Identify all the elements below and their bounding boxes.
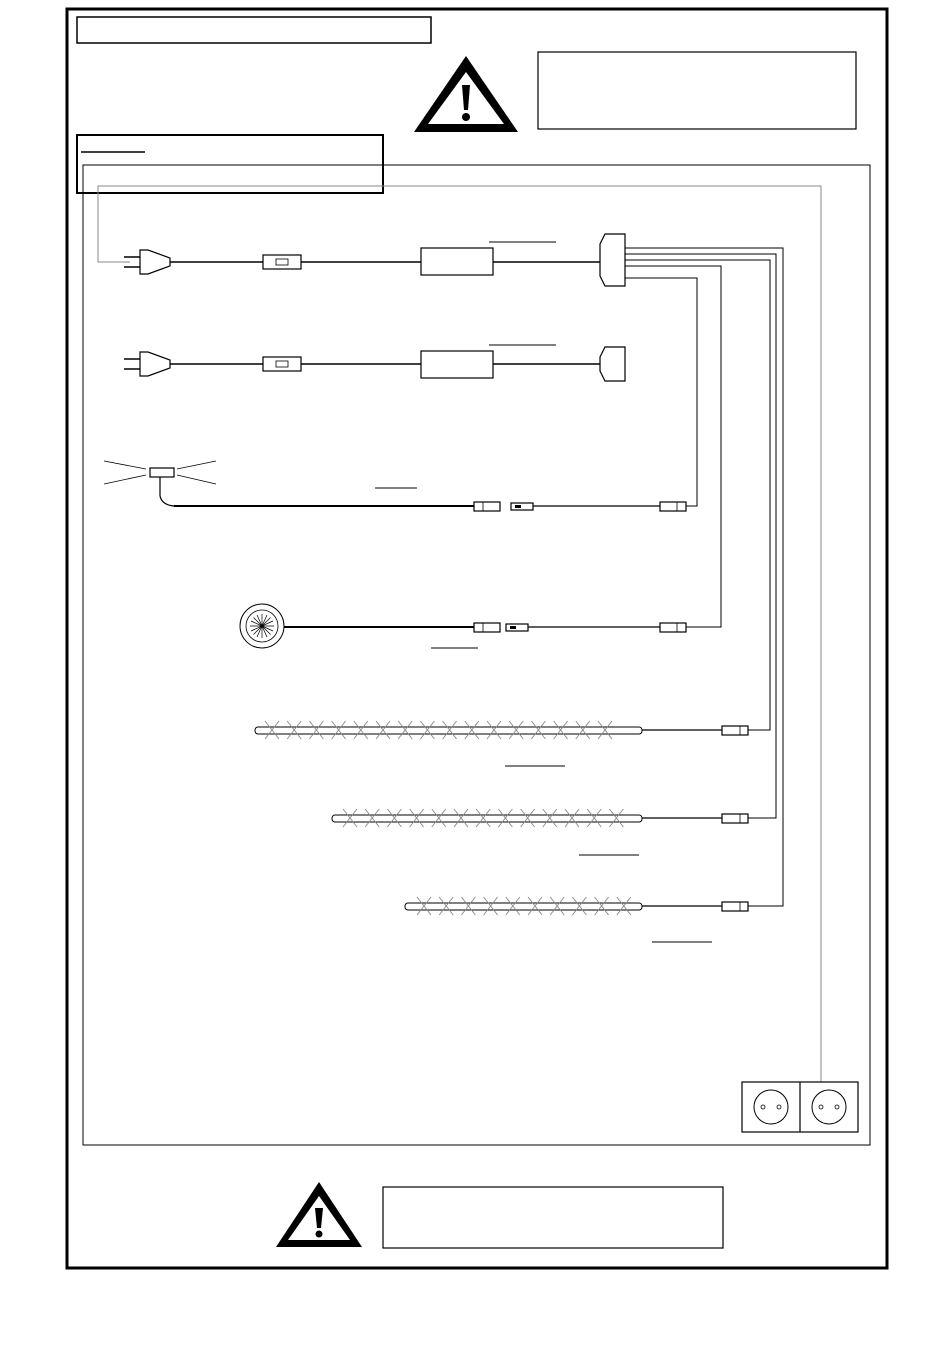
wall-socket-icon	[742, 1082, 858, 1132]
distributor-block-icon	[600, 234, 625, 286]
warning-box-bottom	[383, 1187, 723, 1248]
connector-icon	[722, 902, 748, 911]
led-strip-icon	[332, 809, 642, 827]
title-box	[77, 17, 431, 43]
connector-icon	[511, 503, 533, 510]
output-wire-spot	[625, 266, 721, 627]
transformer-icon	[421, 248, 493, 275]
connector-icon	[506, 624, 528, 631]
round-spot-light-icon	[240, 604, 284, 648]
power-plug-icon	[124, 250, 170, 274]
output-wire-strip-2	[625, 254, 776, 818]
warning-triangle-icon	[414, 56, 518, 132]
connector-icon	[722, 726, 748, 735]
warning-box-top	[538, 52, 856, 129]
output-wire-sensor	[625, 278, 697, 506]
sensor-switch-icon	[104, 461, 216, 506]
legend-box	[77, 135, 383, 193]
inline-switch-icon	[263, 255, 301, 269]
connector-icon	[660, 623, 686, 632]
connector-icon	[722, 814, 748, 823]
inline-switch-icon	[263, 357, 301, 371]
socket-wire	[98, 186, 821, 1084]
connector-icon	[474, 623, 500, 632]
output-wire-strip-3	[625, 248, 783, 906]
page-frame	[67, 9, 887, 1268]
wiring-frame	[83, 165, 870, 1145]
led-strip-icon	[255, 721, 642, 739]
connector-icon	[660, 502, 686, 511]
led-strip-icon	[405, 897, 642, 915]
power-plug-icon	[124, 352, 170, 376]
transformer-icon	[421, 351, 493, 378]
warning-triangle-icon	[276, 1182, 362, 1247]
distributor-block-icon	[600, 347, 625, 381]
connector-icon	[474, 502, 500, 511]
